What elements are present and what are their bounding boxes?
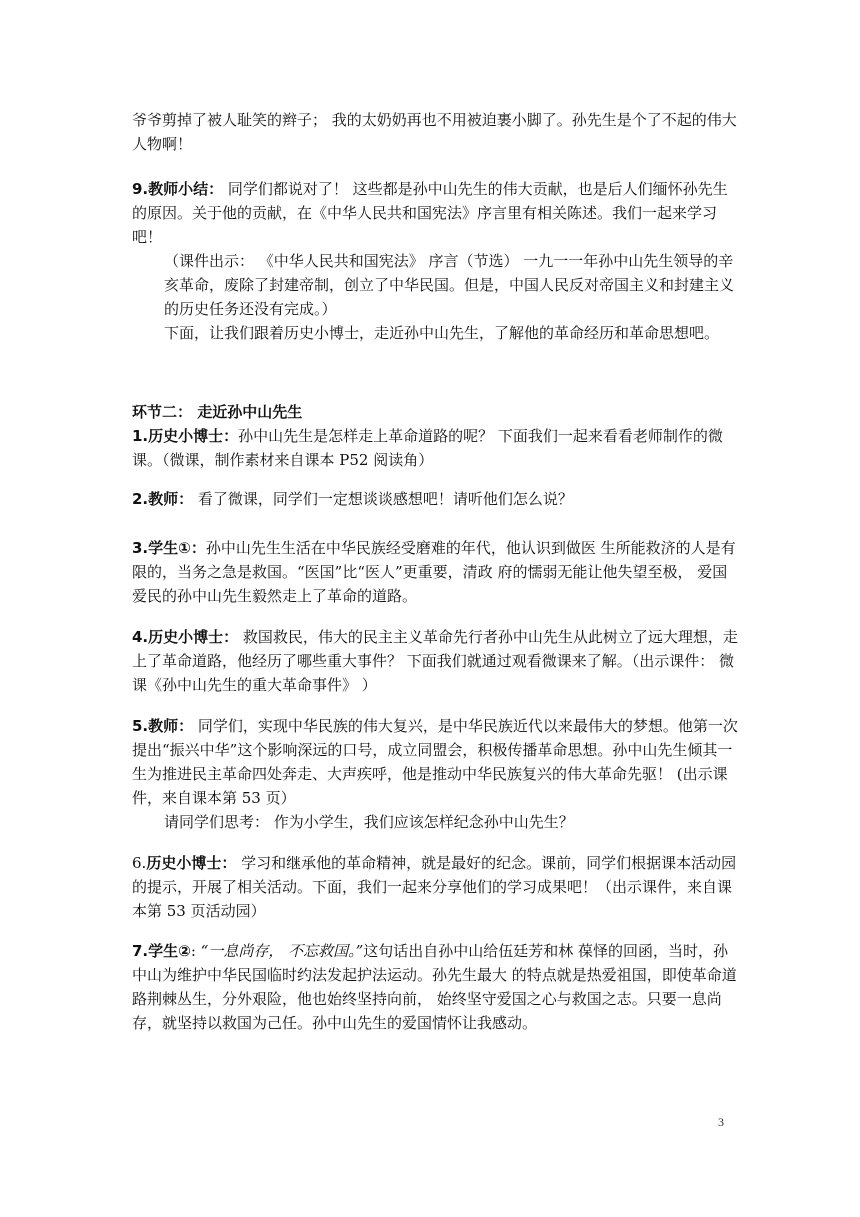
step-1-label: 1.历史小博士： (132, 427, 239, 445)
paragraph-continued (132, 108, 738, 156)
teacher-summary-label: 9.教师小结： (132, 180, 224, 198)
step-4-label: 4.历史小博士： (132, 628, 239, 646)
teacher-summary-text: 同学们都说对了！ 这些都是孙中山先生的伟大贡献，也是后人们缅怀孙先生的原因。关于他的贡献，在《中华人民共和国宪法》序言里有相关陈述。我们一起来学习吧！ (132, 180, 728, 246)
step-3-student (132, 536, 738, 608)
step-2-text: 看了微课，同学们一定想谈谈感想吧！请听他们怎么说？ (193, 490, 573, 508)
step-3-text: 孙中山先生生活在中华民族经受磨难的年代，他认识到做医 生所能救济的人是有限的，当务之急是救国。“医国”比“医人”更重要，清政 府的懦弱无能让他失望至极， 爱国爱民的孙中山先生毅然走上了革命的道路。 (132, 539, 736, 605)
step-7-text: 这句话出自孙中山给伍廷芳和林 葆怿的回函，当时，孙中山为维护中华民国临时约法发起护法运动。孙先生最大 的特点就是热爱祖国，即使革命道路荆棘丛生，分外艰险，他也始终坚持向前， 始终坚守爱国之心与救国之志。只要一息尚存，就坚持以救国为己任。孙中山先生的爱国情怀让我感动。 (132, 942, 737, 1032)
step-4-history-doctor (132, 625, 738, 697)
step-6-label: 历史小博士： (146, 854, 237, 872)
step-5-teacher (132, 714, 738, 834)
step-7-quote: “一息尚存， 不忘救国。” (200, 942, 364, 960)
step-1-text: 孙中山先生是怎样走上革命道路的呢？ 下面我们一起来看看老师制作的微课。（微课，制作素材来自课本 P52 阅读角） (132, 427, 723, 469)
step-2-teacher (132, 487, 738, 511)
teacher-summary-section (132, 177, 738, 345)
step-6-text: 学习和继承他的革命精神，就是最好的纪念。课前，同学们根据课本活动园的提示，开展了相关活动。下面，我们一起来分享他们的学习成果吧！（出示课件，来自课本第 53 页活动园） (132, 854, 737, 920)
step-3-label: 3.学生①： (132, 539, 206, 557)
step-5-question: 请同学们思考： 作为小学生，我们应该怎样纪念孙中山先生？ (164, 813, 574, 831)
step-5-text: 同学们，实现中华民族的伟大复兴，是中华民族近代以来最伟大的梦想。他第一次提出“振兴中华”这个影响深远的口号，成立同盟会，积极传播革命思想。孙中山先生倾其一生为推进民主革命四处奔走、大声疾呼，他是推动中华民族复兴的伟大革命先驱！ (出示课件，来自课本第 53 页） (132, 717, 738, 807)
step-7-label: 7.学生② (132, 942, 191, 960)
step-5-label: 5.教师： (132, 717, 194, 735)
section-title: 环节二： 走近孙中山先生 (132, 403, 303, 421)
constitution-quote: （课件出示： 《中华人民共和国宪法》 序言（节选） 一九一一年孙中山先生领导的辛亥革命，废除了封建帝制，创立了中华民国。但是，中国人民反对帝国主义和封建主义的历史任务还没有完成。） (164, 252, 735, 318)
step-7-colon: : (190, 942, 201, 960)
step-4-text: 救国救民，伟大的民主主义革命先行者孙中山先生从此树立了远大理想，走上了革命道路，他经历了哪些重大事件？ 下面我们就通过观看微课来了解。（出示课件： 微课《孙中山先生的重大革命事件》 ） (132, 628, 738, 694)
step-2-label: 2.教师： (132, 490, 194, 508)
section-two-heading (132, 400, 738, 424)
page-number: 3 (718, 1115, 724, 1129)
step-1-history-doctor (132, 424, 738, 472)
step-7-student (132, 939, 738, 1035)
transition-text: 下面，让我们跟着历史小博士，走近孙中山先生，了解他的革命经历和革命思想吧。 (164, 324, 720, 342)
paragraph-text: 爷爷剪掉了被人耻笑的辫子； 我的太奶奶再也不用被迫裹小脚了。孙先生是个了不起的伟大人物啊！ (132, 111, 737, 153)
teacher-summary-paragraph (132, 177, 738, 249)
step-6-number: 6. (132, 854, 147, 872)
step-6-history-doctor (132, 851, 738, 923)
